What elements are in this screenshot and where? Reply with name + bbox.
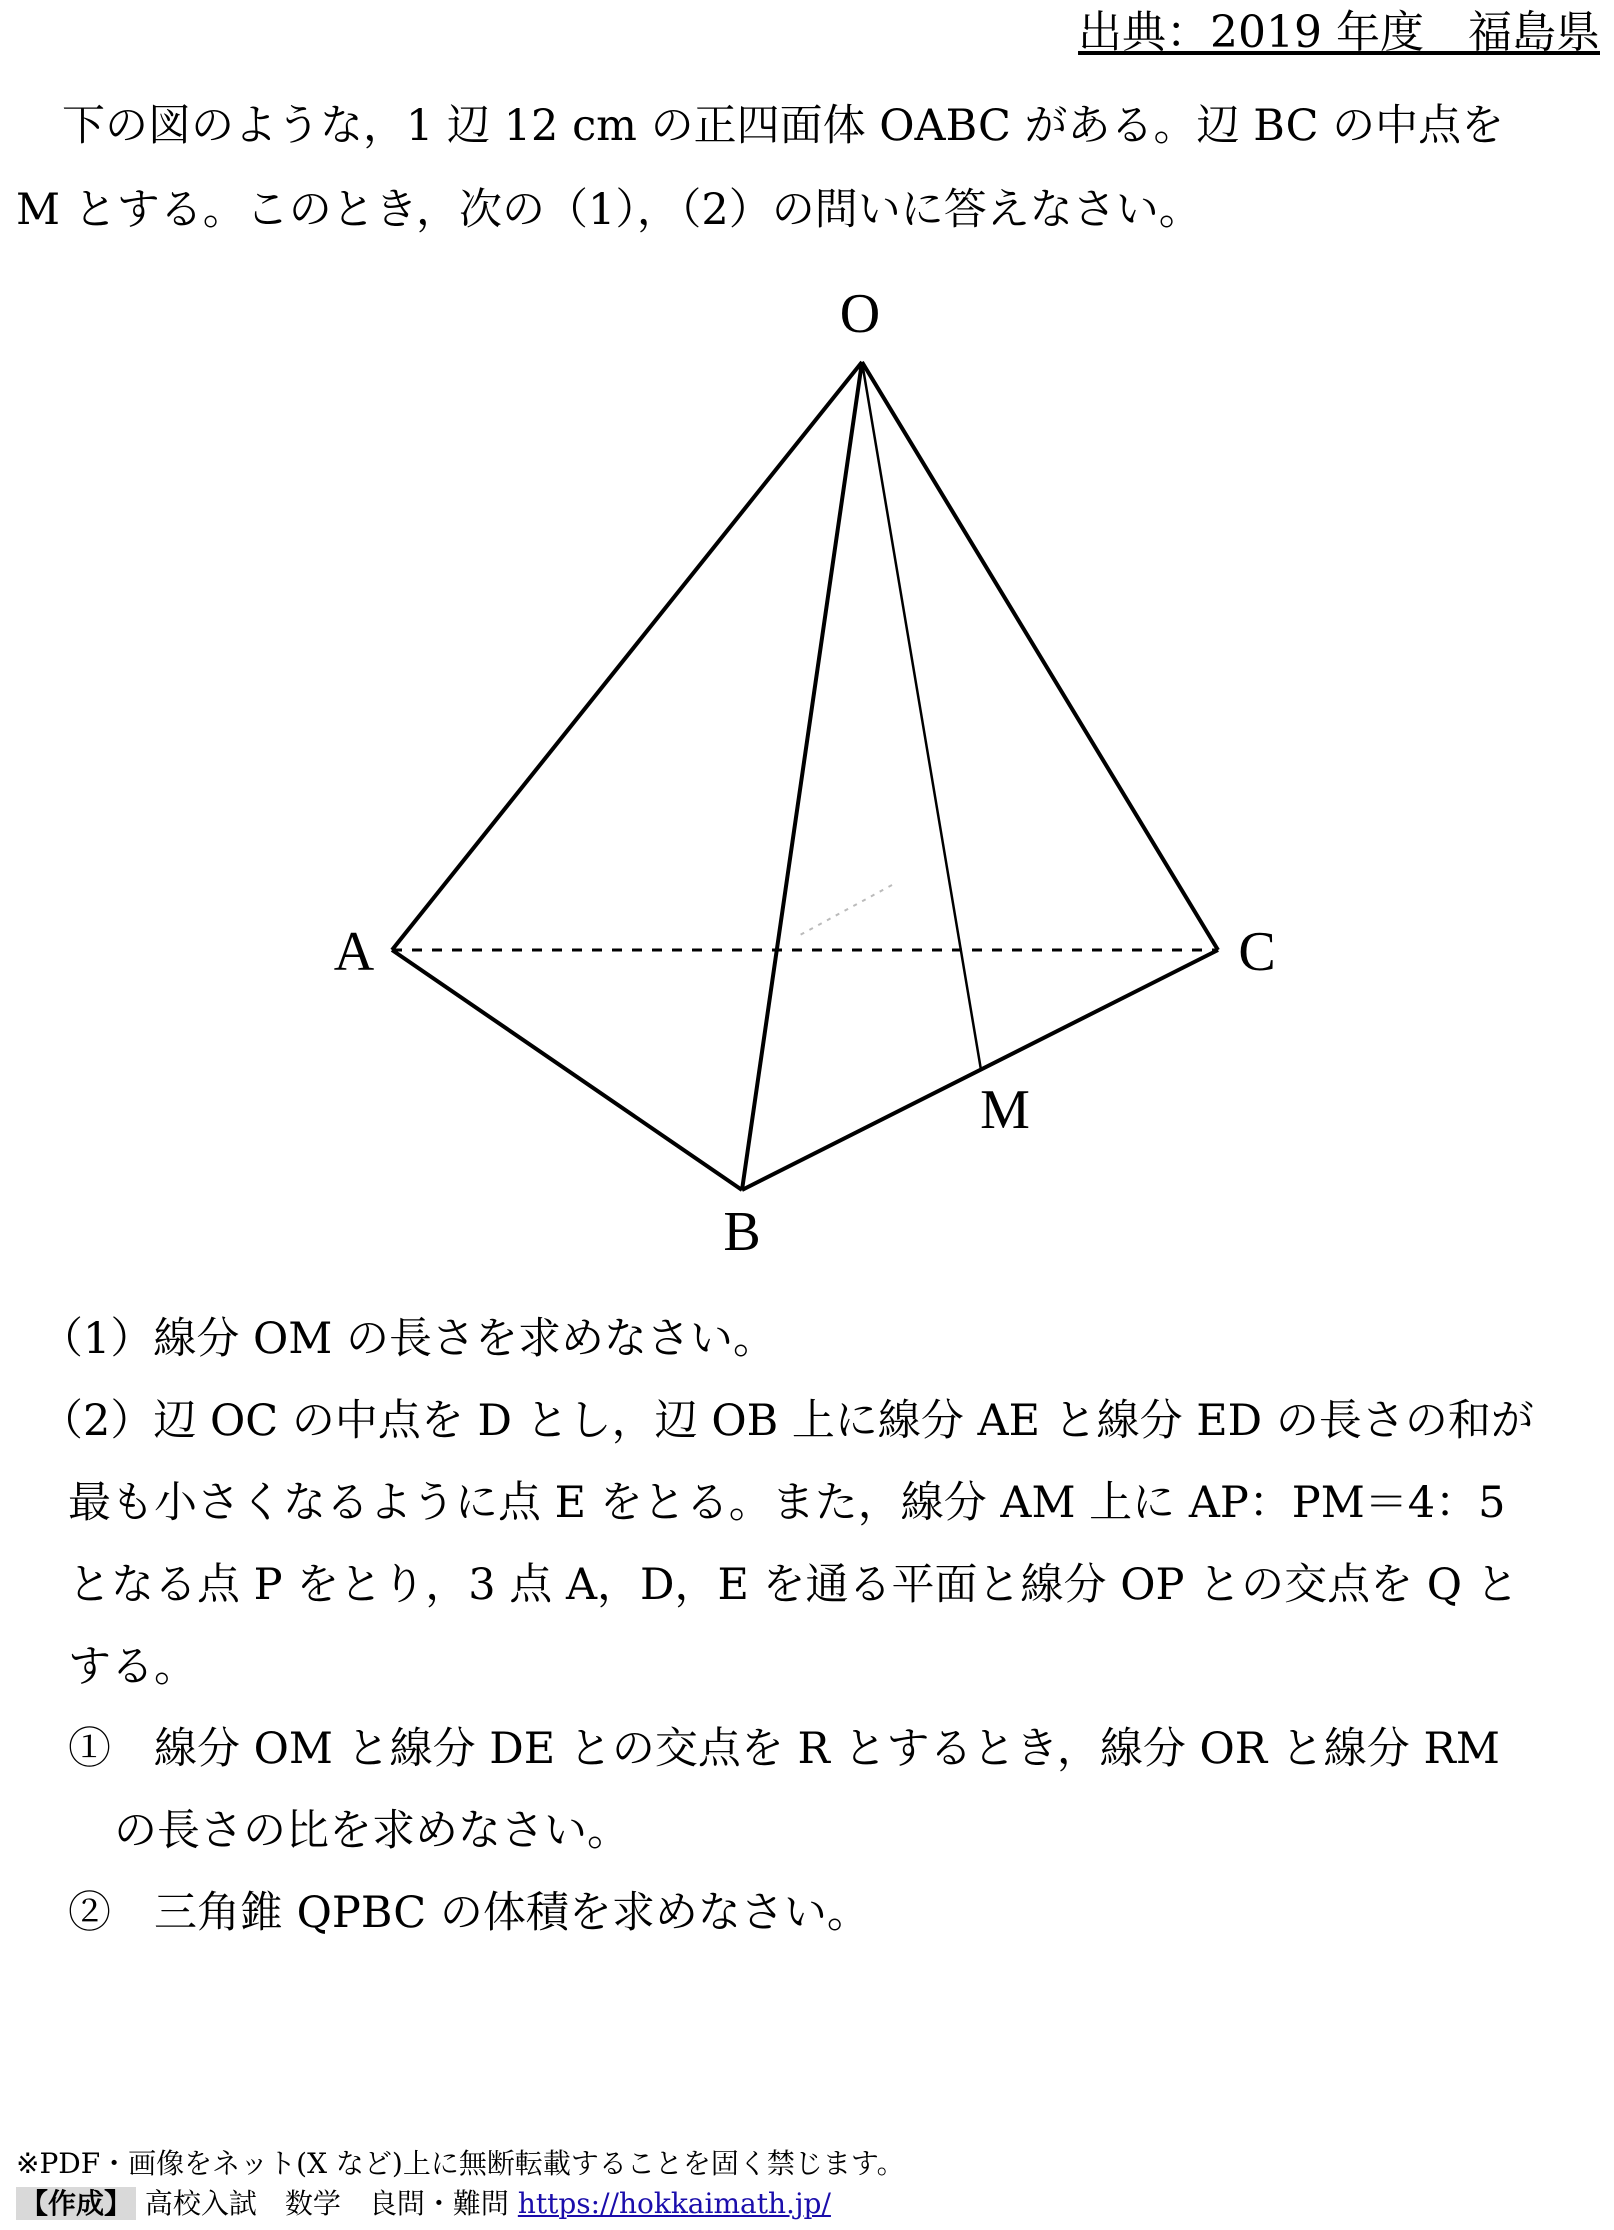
questions-section [40, 1298, 1600, 1954]
subquestion-1-line-2: の長さの比を求めなさい。 [114, 1806, 630, 1856]
edge-AB [392, 950, 742, 1190]
intro-line-1: 下の図のような，1 辺 12 cm の正四面体 OABC がある。辺 BC の中点を [62, 101, 1505, 151]
author-line [16, 2184, 905, 2224]
label-O: O [839, 290, 881, 345]
question-1: （1）線分 OM の長さを求めなさい。 [40, 1314, 776, 1364]
question-2-line-4: する。 [68, 1642, 197, 1692]
question-2-line-3: となる点 P をとり，3 点 A，D，E を通る平面と線分 OP との交点を Q と [68, 1560, 1519, 1610]
question-2-line-2: 最も小さくなるように点 E をとる。また，線分 AM 上に AP：PM＝4：5 [68, 1478, 1506, 1528]
segment-OM [862, 362, 981, 1070]
made-text: 高校入試 数学 良問・難問 [144, 2187, 509, 2220]
hidden-guide-line [800, 885, 892, 935]
tetrahedron-diagram [0, 290, 1614, 1270]
subquestion-2: ② 三角錐 QPBC の体積を求めなさい。 [68, 1888, 870, 1938]
label-A: A [333, 921, 375, 983]
tetrahedron-figure [0, 290, 1614, 1270]
label-M: M [980, 1079, 1030, 1141]
problem-intro [16, 84, 1606, 252]
label-C: C [1238, 921, 1276, 983]
intro-line-2: M とする。このとき，次の（1），（2）の問いに答えなさい。 [16, 185, 1202, 235]
edge-OB [742, 362, 862, 1190]
question-2-line-1: （2）辺 OC の中点を D とし，辺 OB 上に線分 AE と線分 ED の長さの和が [40, 1396, 1534, 1446]
made-label: 【作成】 [16, 2187, 136, 2220]
site-link[interactable]: https://hokkaimath.jp/ [517, 2187, 831, 2220]
footer [16, 2144, 905, 2224]
label-B: B [723, 1201, 761, 1263]
copyright-notice: ※PDF・画像をネット(X など)上に無断転載することを固く禁じます。 [16, 2147, 905, 2180]
edge-OC [862, 362, 1218, 950]
subquestion-1-line-1: ① 線分 OM と線分 DE との交点を R とするとき，線分 OR と線分 RM [68, 1724, 1500, 1774]
source-citation: 出典：2019 年度 福島県 [1078, 7, 1600, 58]
